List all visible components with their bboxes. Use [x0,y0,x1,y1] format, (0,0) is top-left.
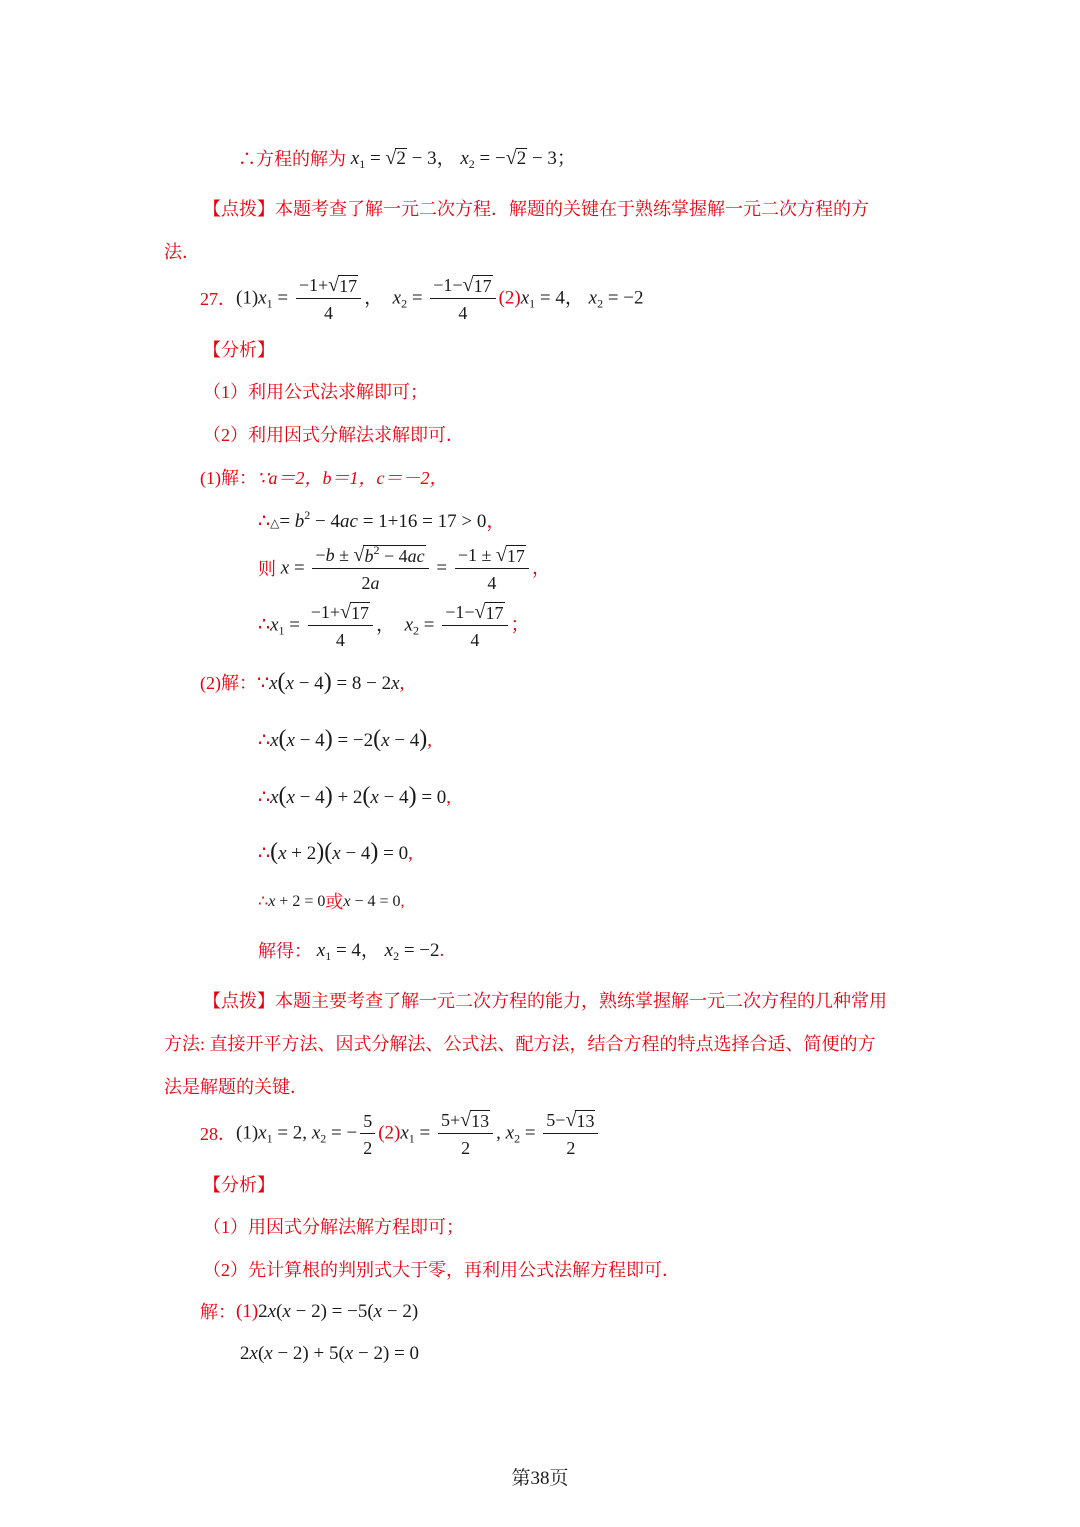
solution-label: (1)解： [200,468,257,488]
analysis-heading [203,338,275,362]
result-label: 解得： [258,941,312,961]
hint-tag: 【点拨】 [203,199,275,219]
step-line-1 [258,727,432,753]
hint-paragraph-1 [203,197,869,221]
analysis-item-2 [203,423,464,447]
solution-part-2-start [200,670,404,696]
question-number: 28． [200,1124,236,1144]
q28-solution-start [200,1300,418,1324]
math-expression: ∴x + 2 = 0 [258,893,326,910]
question-number: 27． [200,289,236,309]
math-expression: (1)2x(x − 2) = −5(x − 2) [236,1301,419,1322]
hint-text-line3: 法是解题的关键． [164,1077,308,1097]
roots-line [258,602,530,650]
math-expression: ∴△= $b^2 - 4ac = 1+16 = 17 > 0$， [258,508,506,532]
analysis-item-text: （1）利用公式法求解即可； [203,382,428,402]
math-expression: ∴x(x − 4) + 2(x − 4) = 0, [258,783,452,809]
analysis-item-1 [203,380,428,404]
hint-paragraph-2-line2 [164,1032,876,1056]
step-line-2 [258,784,451,810]
hint-paragraph-2-line3 [164,1075,308,1099]
analysis-heading-2 [203,1173,275,1197]
analysis-item-text: （1）用因式分解法解方程即可； [203,1217,464,1237]
conclusion-text: ∴方程的解为 [238,149,346,169]
analysis-heading-text: 【分析】 [203,1175,275,1195]
hint-text: 本题考查了解一元二次方程．解题的关键在于熟练掌握解一元二次方程的方 [275,199,869,219]
hint-tag: 【点拨】 [203,991,275,1011]
math-expression: $\therefore x_1$ = −1+ √ 17 4 ， $x_2$ = −1− √ 17 4 ； [258,601,530,650]
discriminant-line [258,510,505,535]
math-expression: ∴(x + 2)(x − 4) = 0, [258,839,413,865]
math-expression-2: x − 4 = 0, [343,893,405,910]
analysis-item-2-q28 [203,1258,680,1282]
hint-paragraph-1-cont [164,240,200,264]
analysis-item-text: （2）先计算根的判别式大于零，再利用公式法解方程即可． [203,1260,680,1280]
analysis-item-1-q28 [203,1215,464,1239]
q27-answer [200,275,644,323]
hint-text-cont: 法． [164,242,200,262]
hint-text: 本题主要考查了解一元二次方程的能力，熟练掌握解一元二次方程的几种常用 [275,991,887,1011]
math-expression: 2x(x − 2) + 5(x − 2) = 0 [240,1343,419,1364]
math-expression: $(1)x_1 = 2$, $x_2$ = − $\frac{5}{2}$ $(2)x_1$ = 5+ √ 13 2 , $x_2$ = 5− √ 13 2 [236,1110,601,1158]
step-line-4 [258,890,405,914]
analysis-item-text: （2）利用因式分解法求解即可． [203,425,464,445]
or-text: 或 [325,892,344,912]
solution-conclusion-line [238,147,576,171]
math-expression: ∴x(x − 4) = −2(x − 4), [258,726,433,752]
hint-text-line2: 方法: 直接开平方法、因式分解法、公式法、配方法，结合方程的特点选择合适、简便的方 [164,1034,876,1054]
q28-answer [200,1110,601,1158]
math-expression: $x_1 = 4$， $x_2 = -2$. [316,940,445,963]
solution-part-1-start [200,466,447,490]
coefficients: ∵a＝2，b＝1，c＝－2， [257,468,448,488]
then-label: 则 [258,559,276,579]
step-line-3 [258,840,413,866]
q28-step-1 [240,1342,419,1366]
math-expression: x = −b ± √ $b^2 - 4ac$ 2a = −1 ± √ 17 4 ， [280,543,551,593]
formula-line [258,545,551,593]
page-number: 第38页 [511,1468,569,1489]
solution-label: 解： [200,1302,236,1322]
analysis-heading-text: 【分析】 [203,340,275,360]
math-expression: ∵x(x − 4) = 8 − 2x, [257,669,405,695]
solution-label: (2)解： [200,673,257,693]
math-expression: $(1)x_1$ = −1+ √ 17 4 ， $x_2$ = −1− √ 17 4 $(2)x_1 = 4$， $x_2 = -2$ [236,274,644,323]
math-expression: $x_1$ = √ 2 − 3， $x_2$ = − √ 2 − 3； [350,147,576,171]
hint-paragraph-2 [203,989,887,1013]
result-line [258,939,444,963]
